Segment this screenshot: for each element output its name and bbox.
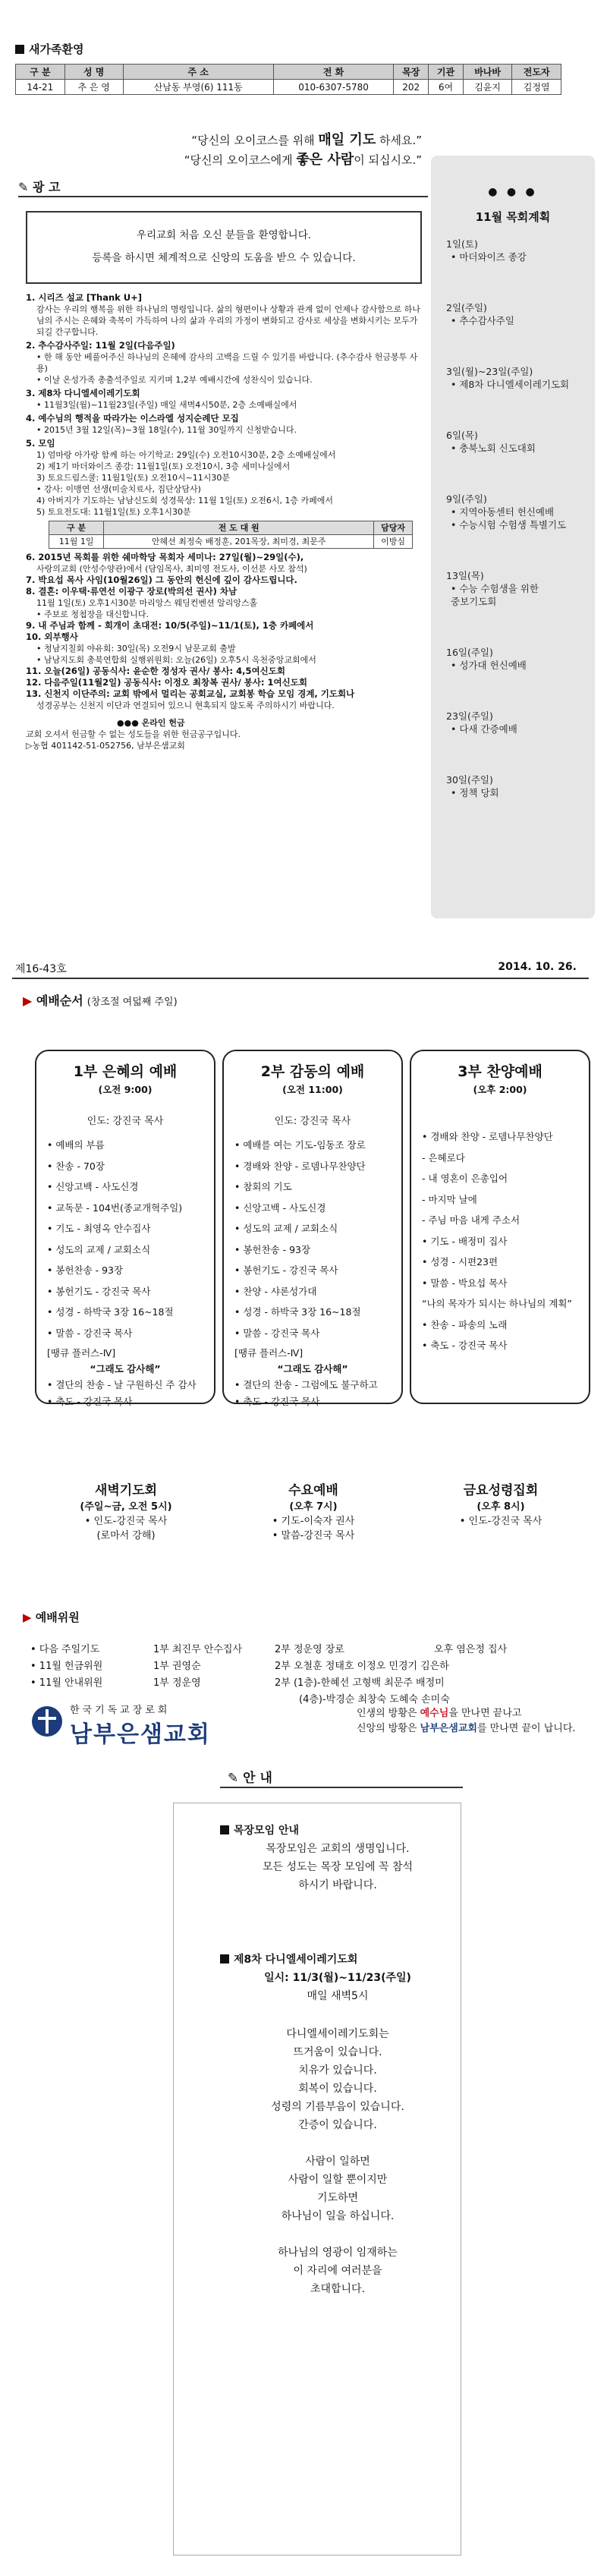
- notice-line: 사람이 일할 뿐이지만: [288, 2174, 388, 2186]
- friday-meeting-block: 금요성령집회 (오후 8시) • 인도-강진국 목사: [459, 1483, 543, 1527]
- notice-line: 하나님이 일을 하십니다.: [281, 2210, 395, 2222]
- monthly-plan-panel: [431, 156, 595, 918]
- ad-item: [26, 292, 422, 338]
- ad-title: 2. 추수감사주일: 11월 2일(다음주일): [26, 340, 175, 351]
- bulletin-page-top: [0, 0, 607, 934]
- notice-line: 회복이 있습니다.: [298, 2083, 377, 2095]
- order-item: • 찬송 - 70장: [47, 1160, 105, 1172]
- order-item: • 결단의 찬송 - 그럼에도 불구하고: [234, 1379, 378, 1390]
- ad-text: 6. 2015년 목회를 위한 쉐마학당 목회자 세미나: 27일(월)~29일(수),: [26, 552, 304, 562]
- notice-line: 모든 성도는 목장 모임에 꼭 참석: [262, 1861, 414, 1873]
- table-cell: 추 은 영: [64, 80, 123, 95]
- order-item: - 내 영혼이 은총입어: [422, 1173, 508, 1184]
- pencil-icon: ✎: [228, 1771, 244, 1786]
- service-3-box: [410, 1050, 590, 1404]
- notice-line: [220, 2225, 455, 2244]
- table-cell: 이방심: [374, 535, 413, 549]
- table-header-cell: 바나바: [463, 65, 512, 80]
- ad-text: • 청남지칠회 야유회: 30일(목) 오전9시 남문교회 출발: [36, 644, 236, 653]
- plan-date: 30일(주일): [446, 774, 493, 786]
- ad-title: 4. 예수님의 행적을 따라가는 이스라엘 성지순례단 모집: [26, 413, 239, 424]
- dots-decoration: ● ● ●: [488, 186, 538, 198]
- ad-title: 3. 제8차 다니엘세이레기도회: [26, 388, 140, 398]
- order-item: • 참회의 기도: [234, 1181, 292, 1192]
- plan-date: 6일(목): [446, 430, 478, 441]
- committee-cell: 2부 정운영 장로: [275, 1644, 344, 1655]
- committee-list: [30, 1641, 577, 1708]
- online-offering: [26, 717, 422, 751]
- committee-row: [30, 1641, 577, 1658]
- table-cell: 6여: [429, 80, 464, 95]
- order-item: • 경배와 찬양 - 로뎀나무찬양단: [422, 1131, 553, 1142]
- order-item: • 봉헌기도 - 강진국 목사: [47, 1285, 151, 1297]
- plan-text: • 제8차 다니엘세이레기도회: [451, 379, 570, 390]
- plan-date: 2일(주일): [446, 302, 487, 313]
- plan-item: [446, 569, 590, 608]
- dawn-prayer-block: 새벽기도회 (주일~금, 오전 5시) • 인도-강진국 목사 (로마서 강해): [80, 1483, 172, 1542]
- order-item: - 주님 마음 내게 주소서: [422, 1214, 521, 1226]
- notice-line: 이 자리에 여러분을: [293, 2265, 382, 2277]
- square-bullet-icon: [15, 45, 24, 54]
- order-item: • 교독문 - 104번(종교개혁주일): [47, 1201, 183, 1214]
- ad-text: • 강사: 이맹연 선생(미술치료사, 집단상담사): [36, 484, 201, 494]
- committee-cell: • 11월 안내위원: [30, 1677, 103, 1689]
- service-time: (오전 9:00): [98, 1084, 153, 1095]
- table-header-cell: 성 명: [64, 65, 123, 80]
- plan-text: • 수능시험 수험생 특별기도: [451, 519, 567, 531]
- ad-text: 5) 토요전도대: 11월1일(토) 오후1시30분: [36, 507, 191, 517]
- notice-line: 사람이 일하면: [305, 2156, 370, 2168]
- ad-title: 5. 모임: [26, 438, 55, 449]
- issue-date: 2014. 10. 26.: [498, 961, 577, 973]
- plan-text: • 성가대 헌신예배: [451, 660, 527, 671]
- plan-text: 중보기도회: [451, 596, 497, 607]
- table-cell: 김정열: [512, 80, 561, 95]
- plan-item: [446, 773, 590, 799]
- ad-text: 4) 아버지가 기도하는 남남신도회 성경묵상: 11월 1일(토) 오전6시, 1층 카페에서: [36, 496, 334, 505]
- tagline-1: 인생의 방황은 예수님을 만나면 끝나고: [357, 1708, 522, 1719]
- ad-text: • 남남지도회 총북연합회 실행위원회: 오늘(26일) 오후5시 옥천중앙교회에서: [36, 655, 316, 665]
- ad-text: • 11월3일(월)~11월23일(주일) 매일 새벽4시50분, 2층 소예배실에서: [36, 400, 297, 410]
- order-item: • 축도 - 강진국 목사: [234, 1396, 320, 1407]
- plan-date: 23일(주일): [446, 710, 493, 722]
- table-cell: 202: [394, 80, 429, 95]
- plan-text: • 정책 당회: [451, 787, 499, 798]
- committee-cell: (4층)-박경순 최창숙 도혜숙 손미숙: [299, 1694, 450, 1705]
- committee-cell: 1부 정운영: [153, 1677, 201, 1689]
- order-item: • 축도 - 강진국 목사: [47, 1396, 133, 1407]
- ad-text: 10. 외부행사: [26, 631, 78, 642]
- plan-text: • 지역아동센터 헌신예배: [451, 506, 555, 518]
- tagline-2: 신앙의 방황은 남부은샘교회를 만나면 끝이 납니다.: [357, 1723, 576, 1734]
- order-item: • 찬양 - 샤론성가대: [234, 1285, 317, 1297]
- committee-cell: 오후 염은정 집사: [434, 1644, 508, 1655]
- plan-item: [446, 710, 590, 735]
- denomination-name: 한국기독교장로회: [70, 1705, 171, 1716]
- new-family-table: [15, 64, 561, 95]
- plan-date: 9일(주일): [446, 493, 487, 505]
- divider: [220, 1787, 463, 1788]
- order-item: • 신앙고백 - 사도신경: [234, 1201, 326, 1214]
- ad-text: 8. 결혼: 이우택·류연선 이광구 장로(박의선 권사) 차남: [26, 586, 237, 597]
- online-text: 교회 오셔서 헌금할 수 없는 성도들을 위한 헌금공구입니다.: [26, 729, 241, 739]
- service-leader: 인도: 강진국 목사: [86, 1116, 164, 1127]
- welcome-line-2: 등록을 하시면 체계적으로 신앙의 도움을 받으 수 있습니다.: [92, 252, 356, 264]
- plan-item: [446, 429, 590, 455]
- order-item: • 성경 - 하박국 3장 16~18절: [47, 1306, 174, 1318]
- ad-text: 성경공부는 신천지 이단과 연결되어 있으니 현혹되지 않도록 주의하시기 바랍니다.: [36, 701, 335, 710]
- committee-row: [30, 1674, 577, 1691]
- bulletin-notice-page: [0, 1746, 607, 2576]
- order-list: [47, 1135, 214, 1343]
- committee-cell: 2부 (1층)-한혜선 고형백 최문주 배정미: [275, 1677, 445, 1689]
- notice-heading: ✎ 안 내: [228, 1771, 272, 1786]
- order-item: • 예배의 부름: [47, 1139, 105, 1151]
- coin-icon: ●●●: [117, 718, 142, 728]
- plan-text: • 다새 간증예배: [451, 723, 517, 735]
- table-header-cell: 구 분: [16, 65, 65, 80]
- order-item: • 성경 - 하박국 3장 16~18절: [234, 1306, 361, 1318]
- table-cell: 14-21: [16, 80, 65, 95]
- table-header-cell: 기관: [429, 65, 464, 80]
- ad-text: • 이날 온성가족 총출석주일로 지키며 1,2부 예배시간에 성찬식이 있습니다.: [36, 375, 313, 385]
- ad-text: • 주보로 청첩장을 대신합니다.: [36, 609, 149, 619]
- church-logo: [30, 1699, 273, 1748]
- red-arrow-icon: ▶: [23, 994, 36, 1008]
- order-item: • 신앙고백 - 사도신경: [47, 1181, 139, 1192]
- table-header-cell: 전도자: [512, 65, 561, 80]
- committee-cell: 2부 오철훈 정태호 이정오 민경기 김은하: [275, 1661, 449, 1672]
- square-bullet-icon: [220, 1825, 229, 1834]
- plan-item: [446, 365, 590, 391]
- square-bullet-icon: [220, 1954, 229, 1963]
- notice-line: 뜨거움이 있습니다.: [293, 2046, 382, 2058]
- order-list: [234, 1135, 401, 1343]
- order-item: • 성도의 교제 / 교회소식: [47, 1243, 151, 1255]
- plan-text: • 수능 수험생을 위한: [451, 583, 539, 594]
- table-header-cell: 담당자: [374, 521, 413, 535]
- welcome-box: [26, 211, 422, 284]
- notice-line: 하시기 바랍니다.: [298, 1879, 377, 1891]
- ad-text: 11월 1일(토) 오후1시30분 마리앙스 웨딩컨벤션 알리앙스홀: [36, 598, 258, 608]
- plan-date: 16일(주일): [446, 647, 493, 658]
- order-item: • 말씀 - 강진국 목사: [234, 1327, 320, 1339]
- pencil-icon: ✎: [18, 180, 33, 194]
- plan-item: [446, 238, 590, 263]
- service-time: (오전 11:00): [282, 1084, 343, 1095]
- table-cell: 산남동 부영(6) 111동: [123, 80, 273, 95]
- table-header-cell: 전 화: [273, 65, 394, 80]
- ads-list: [26, 292, 422, 751]
- order-item: • 봉헌기도 - 강진국 목사: [234, 1264, 338, 1276]
- plan-date: 3일(월)~23일(주일): [446, 366, 533, 377]
- order-item: • 봉헌찬송 - 93장: [234, 1243, 311, 1255]
- committee-heading: ▶ 예배위원: [23, 1611, 80, 1624]
- table-cell: 010-6307-5780: [273, 80, 394, 95]
- notice-line: 간증이 있습니다.: [298, 2119, 377, 2131]
- service-name: 1부 은혜의 예배: [73, 1063, 178, 1080]
- table-cell: 11월 1일: [49, 535, 104, 549]
- table-header-cell: 구 분: [49, 521, 104, 535]
- order-item: • 말씀 - 박요섭 목사: [422, 1277, 508, 1289]
- notice-line: 치유가 있습니다.: [298, 2064, 377, 2077]
- committee-cell: • 다음 주일기도: [30, 1644, 100, 1655]
- plan-item: [446, 493, 590, 531]
- ad-title: 1. 시리즈 설교 [Thank U+]: [26, 292, 143, 303]
- plan-item: [446, 646, 590, 672]
- quote-line-1: “당신의 오이코스를 위해 매일 기도 하세요.”: [191, 132, 422, 148]
- order-item: - 마지막 날에: [422, 1193, 477, 1205]
- red-arrow-icon: ▶: [23, 1611, 36, 1624]
- order-item: • 결단의 찬송 - 날 구원하신 주 감사: [47, 1379, 197, 1390]
- ad-item: [26, 340, 422, 386]
- order-item: • 성도의 교제 / 교회소식: [234, 1223, 338, 1234]
- order-item: “나의 목자가 되시는 하나님의 계획”: [422, 1298, 572, 1309]
- order-item: • 성경 - 시편23편: [422, 1256, 498, 1268]
- order-item: • 축도 - 강진국 목사: [422, 1340, 508, 1351]
- ad-text: 12. 다음주일(11월2일) 공동식사: 이정오 최창복 권사/ 봉사: 1여신도회: [26, 677, 307, 688]
- order-item: • 말씀 - 강진국 목사: [47, 1327, 133, 1339]
- order-item: - 은혜로다: [422, 1151, 465, 1164]
- order-item: • 경배와 찬양 - 로뎀나무찬양단: [234, 1160, 366, 1172]
- order-item: • 기도 - 배정미 집사: [422, 1235, 508, 1247]
- ad-text: 3) 토요드림스쿨: 11월1일(토) 오전10시~11시30분: [36, 473, 231, 483]
- order-item: • 기도 - 최영옥 안수집사: [47, 1223, 151, 1234]
- issue-number: 제16-43호: [15, 963, 67, 975]
- notice-line: 하나님의 영광이 임재하는: [278, 2247, 398, 2259]
- committee-row: [30, 1658, 577, 1674]
- divider: [18, 196, 428, 197]
- committee-cell: 1부 최진무 안수집사: [153, 1644, 242, 1655]
- ad-item: [26, 388, 422, 411]
- sermon-series: [땡큐 플러스-Ⅳ]: [47, 1347, 116, 1359]
- ad-text: 사랑의교회 (안성수양관)에서 (담임목사, 최미영 전도사, 이선분 사모 참석): [36, 564, 307, 574]
- ad-item: [26, 438, 422, 518]
- ad-text: • 2015년 3월 12일(목)~3월 18일(수), 11월 30일까지 신청받습니다.: [36, 425, 297, 435]
- ad-text: 13. 신천지 이단주의: 교회 밖에서 멀리는 공회교실, 교회봉 학습 모임 경계, 기도회나: [26, 688, 355, 699]
- wednesday-service-block: 수요예배 (오후 7시) • 기도-이숙자 권사 • 말씀-강진국 목사: [272, 1483, 355, 1542]
- table-cell: 안혜선 최정숙 배정훈, 201목장, 최미경, 최문주: [104, 535, 374, 549]
- order-list: [422, 1126, 589, 1356]
- ad-text: 감사는 우리의 행복을 위한 하나님의 명령입니다. 삶의 형편이나 상황과 관계 없이 언제나 감사함으로 하나님의 주시는 은혜와 축복이 가득하여 나의 삶과 우리의 가정이 변화되고 감사로 세상을 변화시키는 모두가 되길 간구합니다.: [36, 304, 420, 337]
- welcome-line-1: 우리교회 처음 오신 분들을 환영합니다.: [136, 229, 312, 241]
- bulletin-worship-page: [0, 938, 607, 1748]
- table-header-cell: 주 소: [123, 65, 273, 80]
- committee-cell: 1부 권영순: [153, 1661, 201, 1672]
- online-account: ▷농협 401142-51-052756, 남부은샘교회: [26, 741, 185, 751]
- quote-line-2: “당신의 오이코스에게 좋은 사람이 되십시오.”: [184, 152, 422, 168]
- service-1-box: [35, 1050, 215, 1407]
- notice-line: 기도하면: [316, 2192, 359, 2204]
- order-item: • 봉헌찬송 - 93장: [47, 1264, 124, 1276]
- new-family-heading: 새가족환영: [15, 41, 83, 57]
- divider: [12, 978, 589, 979]
- ad-text: 11. 오늘(26일) 공동식사: 윤순한 정성자 권사/ 봉사: 4,5여신도회: [26, 666, 285, 676]
- ad-text: 7. 박요섭 목사 사임(10월26일) 그 동안의 헌신에 깊이 감사드립니다.: [26, 575, 297, 585]
- committee-cell: • 11월 헌금위원: [30, 1661, 103, 1672]
- notice-cell-meeting: 목장모임 안내 목장모임은 교회의 생명입니다. 모든 성도는 목장 모임에 꼭 참석 하시기 바랍니다.: [220, 1822, 455, 1894]
- church-emblem-icon: [30, 1705, 64, 1738]
- online-title-text: 온라인 헌금: [141, 718, 185, 728]
- notice-line: 목장모임은 교회의 생명입니다.: [266, 1843, 410, 1855]
- plan-text: • 충북노회 신도대회: [451, 442, 536, 454]
- sermon-title: “그래도 감사해”: [90, 1363, 161, 1375]
- notice-line: 초대합니다.: [310, 2283, 366, 2295]
- plan-title: 11월 목회계획: [475, 210, 551, 224]
- evangelism-table: [49, 521, 413, 549]
- table-header-cell: 목장: [394, 65, 429, 80]
- table-header-cell: 전 도 대 원: [104, 521, 374, 535]
- ad-text: 1) 엄마랑 아가랑 함께 하는 아기학교: 29일(수) 오전10시30분, 2층 소예배실에서: [36, 450, 336, 460]
- plan-date: 13일(목): [446, 570, 484, 581]
- service-leader: 인도: 강진국 목사: [274, 1116, 351, 1127]
- plan-text: • 추수감사주일: [451, 315, 514, 326]
- online-title: [26, 717, 422, 729]
- notice-line: 성령의 기름부음이 있습니다.: [271, 2101, 404, 2113]
- order-item: • 찬송 - 파송의 노래: [422, 1318, 508, 1331]
- sermon-series: [땡큐 플러스-Ⅳ]: [234, 1347, 304, 1359]
- table-cell: 김윤지: [463, 80, 512, 95]
- church-name: 남부은샘교회: [70, 1721, 211, 1748]
- service-time: (오후 2:00): [473, 1084, 527, 1095]
- ads-heading: ✎ 광 고: [18, 180, 61, 194]
- notice-line: [220, 2134, 455, 2152]
- notice-line: 다니엘세이레기도회는: [286, 2028, 389, 2040]
- ad-text: 9. 내 주님과 함께 - 회개이 초대전: 10/5(주일)~11/1(토), 1층 카페에서: [26, 620, 314, 631]
- ad-text: • 한 해 동안 베풀어주신 하나님의 은혜에 감사의 고백을 드릴 수 있기를 바랍니다. (추수감사 헌금봉투 사용): [36, 352, 418, 373]
- plan-date: 1일(토): [446, 238, 478, 250]
- plan-item: [446, 301, 590, 327]
- sermon-title: “그래도 감사해”: [277, 1363, 348, 1375]
- order-item: • 예배를 여는 기도-임동조 장로: [234, 1139, 366, 1151]
- service-name: 3부 찬양예배: [458, 1063, 543, 1080]
- ad-item: [26, 413, 422, 436]
- plan-text: • 마더와이즈 종강: [451, 251, 527, 263]
- service-2-box: [222, 1050, 403, 1407]
- order-heading: ▶ 예배순서 (창조절 여덟째 주일): [23, 994, 178, 1008]
- notice-prayer-meeting: 제8차 다니엘세이레기도회 일시: 11/3(월)~11/23(주일) 매일 새벽5시 다니엘세이레기도회는 뜨거움이 있습니다. 치유가 있습니다. 회복이 있습니다. 성령의 기름부음이 있습니다. 간증이 있습니다. 사람이 일하면 사람이 일할 뿐이지만 기도하면 하나님이 일을 하십니다. 하나님의 영광이 임재하는 이 자리에 여러분을 초대합니다.: [220, 1951, 455, 2298]
- service-name: 2부 감동의 예배: [260, 1063, 365, 1080]
- ad-text: 2) 제1기 마더와이즈 종강: 11월1일(토) 오전10시, 3층 세미나실에서: [36, 461, 291, 471]
